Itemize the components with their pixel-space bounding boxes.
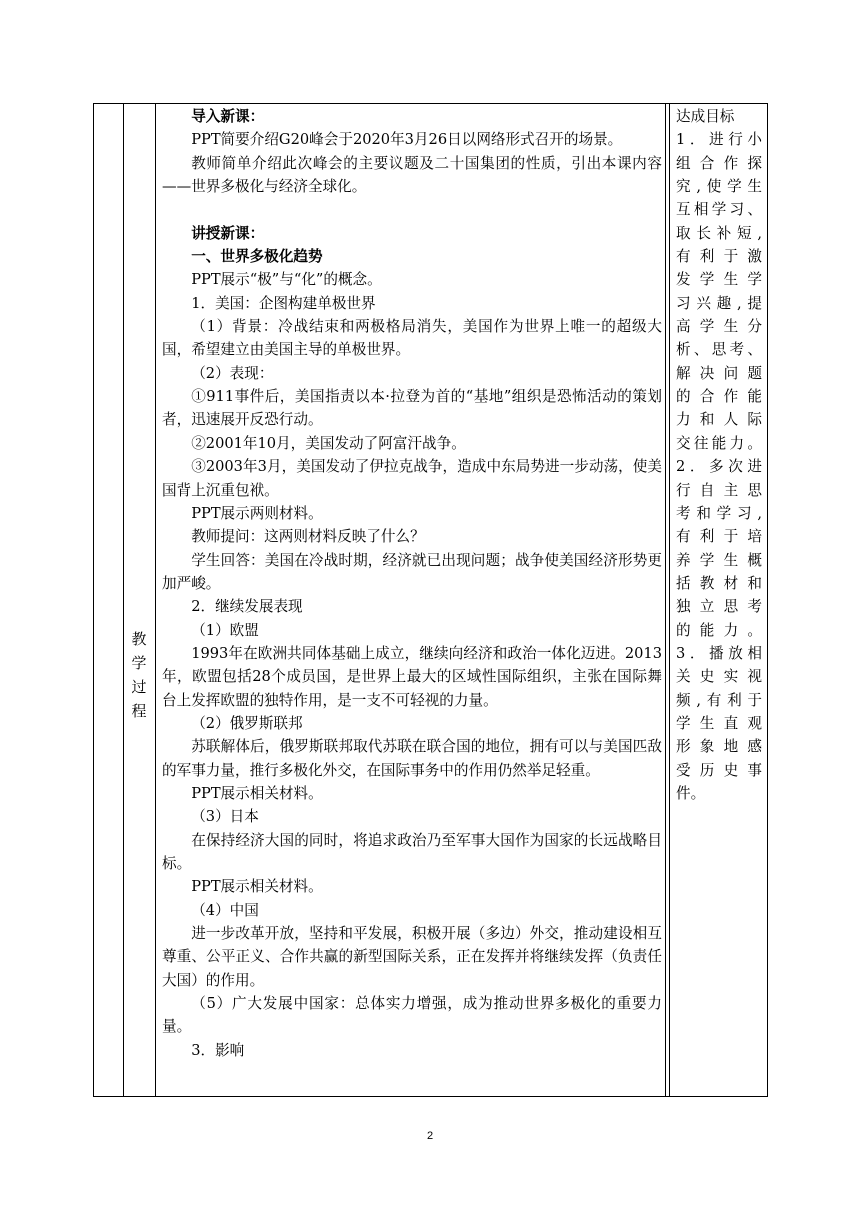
paragraph: PPT简要介绍G20峰会于2020年3月26日以网络形式召开的场景。 xyxy=(191,131,623,149)
goal-line: 的合作能 xyxy=(676,388,762,406)
blank-line xyxy=(162,198,662,221)
paragraph: （2）俄罗斯联邦 xyxy=(191,714,303,732)
goal-line: 1．进行小 xyxy=(676,131,762,149)
goal-line: 关史实视 xyxy=(676,668,762,686)
goal-line: 件。 xyxy=(676,784,706,802)
paragraph: （2）表现： xyxy=(191,364,274,382)
paragraph: PPT展示“极”与“化”的概念。 xyxy=(191,271,382,289)
goal-line: 习兴趣,提 xyxy=(676,294,762,312)
paragraph: ③2003年3月，美国发动了伊拉克战争，造成中东局势进一步动荡，使美国背上沉重包袱。 xyxy=(162,458,662,499)
paragraph: （1）背景：冷战结束和两极格局消失，美国作为世界上唯一的超级大国，希望建立由美国主导的单极世界。 xyxy=(162,318,662,359)
goal-line: 解决问题 xyxy=(676,364,762,382)
goal-line: 互相学习、 xyxy=(676,201,762,219)
section-label-char: 程 xyxy=(131,702,147,720)
paragraph: ②2001年10月，美国发动了阿富汗战争。 xyxy=(191,434,466,452)
paragraph: 2．继续发展表现 xyxy=(191,598,303,616)
paragraph: 学生回答：美国在冷战时期，经济就已出现问题；战争使美国经济形势更加严峻。 xyxy=(162,551,662,592)
goal-line: 3．播放相 xyxy=(676,644,762,662)
goal-line: 交往能力。 xyxy=(676,434,762,452)
paragraph: 1．美国：企图构建单极世界 xyxy=(191,294,376,312)
paragraph: PPT展示两则材料。 xyxy=(191,504,323,522)
paragraph: 教师提问：这两则材料反映了什么？ xyxy=(191,528,425,546)
goal-line: 受历史事 xyxy=(676,761,762,779)
section-heading: 导入新课： xyxy=(191,108,265,125)
paragraph: 教师简单介绍此次峰会的主要议题及二十国集团的性质，引出本课内容——世界多极化与经济全球化。 xyxy=(162,154,662,196)
paragraph: 1993年在欧洲共同体基础上成立，继续向经济和政治一体化迈进。2013年，欧盟包括28个成员国，是世界上最大的区域性国际组织，主张在国际舞台上发挥欧盟的独特作用，是一支不可轻视的力量。 xyxy=(162,644,662,709)
goal-line: 独立思考 xyxy=(676,598,762,616)
table-divider xyxy=(155,104,156,1096)
goal-line: 括教材和 xyxy=(676,574,762,592)
page-number: 2 xyxy=(426,1130,434,1142)
section-heading: 一、世界多极化趋势 xyxy=(191,248,323,266)
goal-line: 组合作探 xyxy=(676,154,762,172)
goal-line: 学生直观 xyxy=(676,714,762,732)
goal-line: 发学生学 xyxy=(676,271,762,289)
goal-line: 力和人际 xyxy=(676,411,762,429)
section-label-char: 教 xyxy=(131,630,147,648)
section-label xyxy=(123,627,155,723)
goal-line: 养学生概 xyxy=(676,551,762,569)
section-heading: 讲授新课： xyxy=(191,224,265,242)
goal-line: 高学生分 xyxy=(676,318,762,336)
paragraph: （5）广大发展中国家：总体实力增强，成为推动世界多极化的重要力量。 xyxy=(162,995,662,1036)
goal-line: 究,使学生 xyxy=(676,178,762,196)
paragraph: 进一步改革开放，坚持和平发展，积极开展（多边）外交，推动建设相互尊重、公平正义、合作共赢的新型国际关系，正在发挥并将继续发挥（负责任大国）的作用。 xyxy=(162,925,662,989)
paragraph: 3．影响 xyxy=(191,1041,245,1059)
goal-line: 考和学习, xyxy=(676,504,762,522)
teaching-process-content xyxy=(162,105,662,1062)
goal-line: 有利于培 xyxy=(676,528,762,546)
section-label-char: 过 xyxy=(131,678,147,696)
paragraph: 苏联解体后，俄罗斯联邦取代苏联在联合国的地位，拥有可以与美国匹敌的军事力量，推行多极化外交，在国际事务中的作用仍然举足轻重。 xyxy=(162,738,662,779)
lesson-table xyxy=(93,103,768,1097)
goal-line: 频,有利于 xyxy=(676,691,762,709)
paragraph: PPT展示相关材料。 xyxy=(191,878,323,896)
goal-line: 取长补短, xyxy=(676,224,762,242)
goal-line: 行自主思 xyxy=(676,481,762,499)
goal-line: 形象地感 xyxy=(676,738,762,756)
goal-line: 的能力。 xyxy=(676,621,762,639)
table-divider xyxy=(665,104,666,1096)
goal-line: 达成目标 xyxy=(676,108,735,125)
section-label-char: 学 xyxy=(131,654,147,672)
paragraph: 在保持经济大国的同时，将追求政治乃至军事大国作为国家的长远战略目标。 xyxy=(162,831,662,872)
teaching-goals-column xyxy=(676,105,762,805)
table-divider xyxy=(123,104,124,1096)
table-divider xyxy=(669,104,670,1096)
paragraph: （3）日本 xyxy=(191,808,259,826)
paragraph: （1）欧盟 xyxy=(191,621,259,639)
paragraph: （4）中国 xyxy=(191,901,259,919)
goal-line: 析、思考、 xyxy=(676,341,762,359)
goal-line: 有利于激 xyxy=(676,248,762,266)
paragraph: ①911事件后，美国指责以本·拉登为首的“基地”组织是恐怖活动的策划者，迅速展开反恐行动。 xyxy=(162,388,662,429)
goal-line: 2．多次进 xyxy=(676,458,762,476)
paragraph: PPT展示相关材料。 xyxy=(191,784,323,802)
